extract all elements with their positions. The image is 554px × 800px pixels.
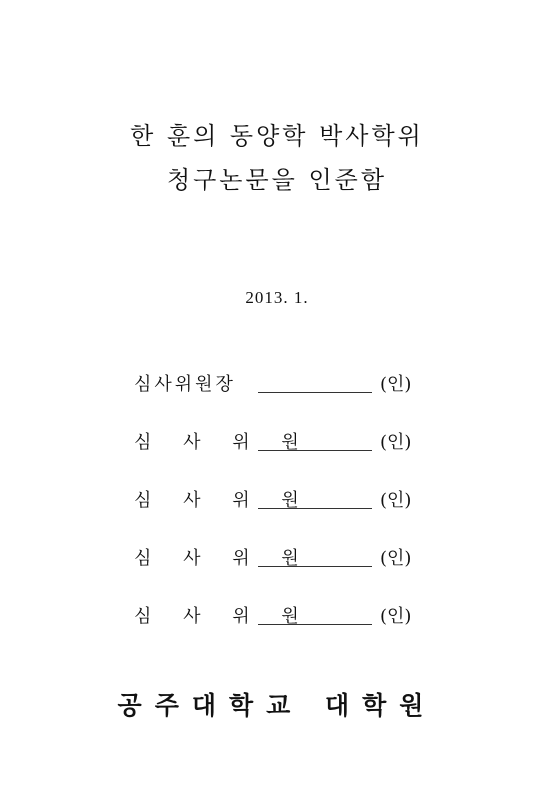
signature-role: 심사위원장: [134, 374, 236, 395]
signature-row-member-1: [134, 428, 424, 458]
signature-line: [258, 566, 372, 567]
seal-mark: (인): [380, 490, 412, 511]
institution-name: 공주대학교 대학원: [117, 691, 437, 720]
signature-row-member-4: [134, 602, 424, 632]
signature-role: 심 사 위 원: [134, 548, 312, 569]
signature-row-chair: [134, 370, 424, 400]
signature-line: [258, 450, 372, 451]
signature-row-member-3: [134, 544, 424, 574]
title-line-1: 한 훈의 동양학 박사학위: [130, 122, 424, 150]
signature-role: 심 사 위 원: [134, 432, 312, 453]
signature-line: [258, 392, 372, 393]
approval-date: 2013. 1.: [245, 288, 309, 307]
seal-mark: (인): [380, 548, 412, 569]
signature-role: 심 사 위 원: [134, 490, 312, 511]
signature-role: 심 사 위 원: [134, 606, 312, 627]
seal-mark: (인): [380, 606, 412, 627]
signature-row-member-2: [134, 486, 424, 516]
title-line-2: 청구논문을 인준함: [166, 166, 388, 194]
seal-mark: (인): [380, 374, 412, 395]
signature-line: [258, 508, 372, 509]
signature-line: [258, 624, 372, 625]
seal-mark: (인): [380, 432, 412, 453]
